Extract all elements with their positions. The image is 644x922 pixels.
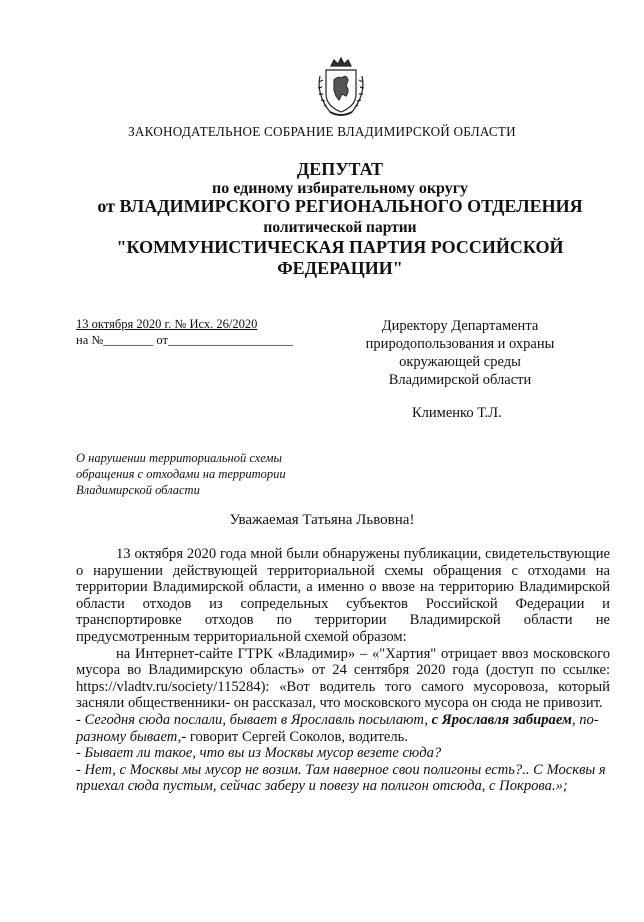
addressee-line: окружающей среды (399, 354, 521, 370)
title-branch: от ВЛАДИМИРСКОГО РЕГИОНАЛЬНОГО ОТДЕЛЕНИЯ (97, 196, 583, 216)
coat-of-arms-emblem (312, 56, 370, 120)
addressee-block (330, 317, 590, 389)
quote-text: , по-разному бывает, (76, 711, 599, 745)
salutation: Уважаемая Татьяна Львовна! (229, 512, 415, 528)
letter-subject: О нарушении территориальной схемы обращения с отходами на территории Владимирской области (76, 451, 286, 497)
quote-line: - Нет, с Москвы мы мусор не возим. Там наверное свои полигоны есть?.. С Москвы я приехал сюда пустым, сейчас заберу и повезу на полигон отсюда, с Покрова.»; (76, 761, 606, 795)
reference-incoming-line: на №________ от____________________ (76, 333, 293, 347)
quote-text: - Сегодня сюда послали, бывает в Ярославль посылают, (76, 711, 432, 728)
addressee-line: Директору Департамента (381, 318, 539, 334)
quote-line: - Бывает ли такое, что вы из Москвы мусор везете сюда? (76, 745, 442, 762)
title-deputy: ДЕПУТАТ (296, 159, 384, 179)
outgoing-reference (76, 316, 293, 348)
quote-emphasis: с Ярославля забираем (431, 711, 572, 728)
title-party-name: "КОММУНИСТИЧЕСКАЯ ПАРТИЯ РОССИЙСКОЙ ФЕДЕРАЦИИ" (116, 237, 564, 278)
reference-date-number: 13 октября 2020 г. № Исх. 26/2020 (76, 317, 258, 331)
quote-line (76, 712, 610, 745)
addressee-line: Владимирской области (388, 372, 532, 388)
body-paragraph: на Интернет-сайте ГТРК «Владимир» – «"Хартия" отрицает ввоз московского мусора во Владимирскую область» от 24 сентября 2020 года (доступ по ссылке: https://vladtv.ru/society/115284): «Вот водитель того самого мусоровоза, который засняли общественники- он рассказал, что московского мусора он сюда не привозит. (76, 645, 610, 712)
quote-attribution: - говорит Сергей Соколов, водитель. (181, 728, 408, 745)
body-paragraph: 13 октября 2020 года мной были обнаружены публикации, свидетельствующие о нарушении действующей территориальной схемы обращения с отходами на территории Владимирской области, а именно о ввозе на территорию Владимирской области отходов из сопредельных субъектов Российской Федерации и транспортировке отходов по территории Владимирской области не предусмотренным территориальной схемой образом: (76, 546, 610, 645)
title-district: по единому избирательному округу (212, 180, 468, 197)
letter-body (76, 546, 610, 795)
addressee-name: Клименко Т.Л. (412, 405, 502, 421)
organization-name: ЗАКОНОДАТЕЛЬНОЕ СОБРАНИЕ ВЛАДИМИРСКОЙ ОБЛАСТИ (128, 124, 516, 139)
addressee-line: природопользования и охраны (365, 336, 555, 352)
title-party-label: политической партии (263, 219, 417, 236)
